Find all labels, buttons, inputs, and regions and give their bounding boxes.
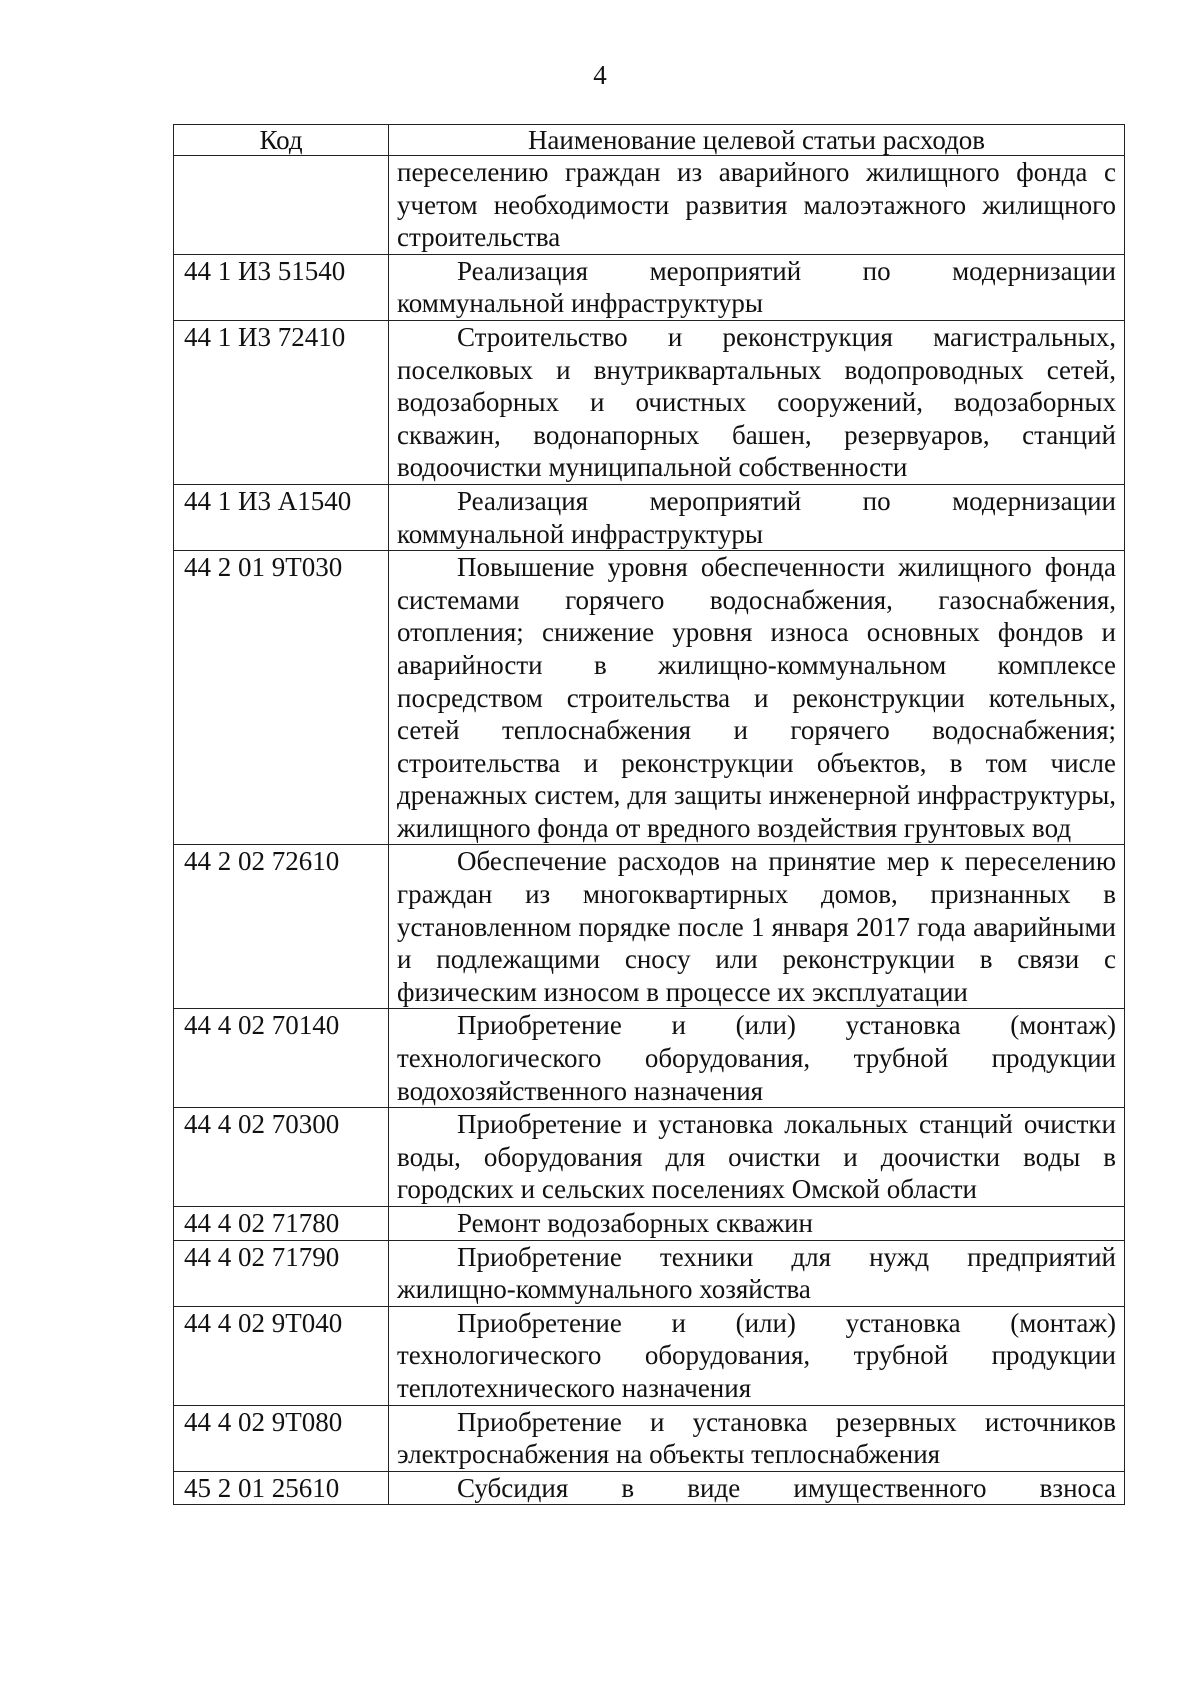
row-name: Ремонт водозаборных скважин bbox=[389, 1207, 1125, 1241]
row-code: 44 4 02 9Т080 bbox=[174, 1405, 389, 1471]
row-code: 44 2 02 72610 bbox=[174, 845, 389, 1009]
table-header-row bbox=[174, 125, 1125, 156]
table-row bbox=[174, 254, 1125, 320]
column-header-name: Наименование целевой статьи расходов bbox=[389, 125, 1125, 156]
row-code: 44 1 И3 51540 bbox=[174, 254, 389, 320]
row-name: Приобретение и (или) установка (монтаж) технологического оборудования, трубной продукции теплотехнического назначения bbox=[389, 1306, 1125, 1405]
row-code: 44 4 02 71790 bbox=[174, 1240, 389, 1306]
table-row bbox=[174, 1207, 1125, 1241]
table-row bbox=[174, 551, 1125, 845]
row-code: 44 4 02 9Т040 bbox=[174, 1306, 389, 1405]
row-code: 44 4 02 70300 bbox=[174, 1108, 389, 1207]
table-row bbox=[174, 1240, 1125, 1306]
table-row bbox=[174, 1009, 1125, 1108]
table-row bbox=[174, 1306, 1125, 1405]
table-row bbox=[174, 484, 1125, 550]
row-code: 44 1 И3 А1540 bbox=[174, 484, 389, 550]
row-name: Реализация мероприятий по модернизации коммунальной инфраструктуры bbox=[389, 254, 1125, 320]
row-code: 44 2 01 9Т030 bbox=[174, 551, 389, 845]
row-code bbox=[174, 156, 389, 255]
table-row bbox=[174, 1108, 1125, 1207]
row-code: 44 4 02 70140 bbox=[174, 1009, 389, 1108]
table-row bbox=[174, 845, 1125, 1009]
row-name: Повышение уровня обеспеченности жилищного фонда системами горячего водоснабжения, газоснабжения, отопления; снижение уровня износа основных фондов и аварийности в жилищно-коммунальном комплексе посредством строительства и реконструкции котельных, сетей теплоснабжения и горячего водоснабжения; строительства и реконструкции объектов, в том числе дренажных систем, для защиты инженерной инфраструктуры, жилищного фонда от вредного воздействия грунтовых вод bbox=[389, 551, 1125, 845]
row-name: Строительство и реконструкция магистральных, поселковых и внутриквартальных водопроводных сетей, водозаборных и очистных сооружений, водозаборных скважин, водонапорных башен, резервуаров, станций водоочистки муниципальной собственности bbox=[389, 320, 1125, 484]
row-name: Обеспечение расходов на принятие мер к переселению граждан из многоквартирных домов, признанных в установленном порядке после 1 января 2017 года аварийными и подлежащими сносу или реконструкции в связи с физическим износом в процессе их эксплуатации bbox=[389, 845, 1125, 1009]
table-row bbox=[174, 320, 1125, 484]
row-code: 45 2 01 25610 bbox=[174, 1471, 389, 1505]
table-row bbox=[174, 156, 1125, 255]
row-name: Приобретение и установка резервных источников электроснабжения на объекты теплоснабжения bbox=[389, 1405, 1125, 1471]
table-row bbox=[174, 1471, 1125, 1505]
page-number: 4 bbox=[593, 60, 607, 90]
budget-items-table bbox=[173, 124, 1125, 1505]
row-name: Приобретение техники для нужд предприятий жилищно-коммунального хозяйства bbox=[389, 1240, 1125, 1306]
row-name: переселению граждан из аварийного жилищного фонда с учетом необходимости развития малоэтажного жилищного строительства bbox=[389, 156, 1125, 255]
row-code: 44 4 02 71780 bbox=[174, 1207, 389, 1241]
table-row bbox=[174, 1405, 1125, 1471]
row-code: 44 1 И3 72410 bbox=[174, 320, 389, 484]
row-name: Приобретение и установка локальных станций очистки воды, оборудования для очистки и доочистки воды в городских и сельских поселениях Омской области bbox=[389, 1108, 1125, 1207]
row-name: Приобретение и (или) установка (монтаж) технологического оборудования, трубной продукции водохозяйственного назначения bbox=[389, 1009, 1125, 1108]
row-name: Субсидия в виде имущественного взноса bbox=[389, 1471, 1125, 1505]
row-name: Реализация мероприятий по модернизации коммунальной инфраструктуры bbox=[389, 484, 1125, 550]
column-header-code: Код bbox=[174, 125, 389, 156]
